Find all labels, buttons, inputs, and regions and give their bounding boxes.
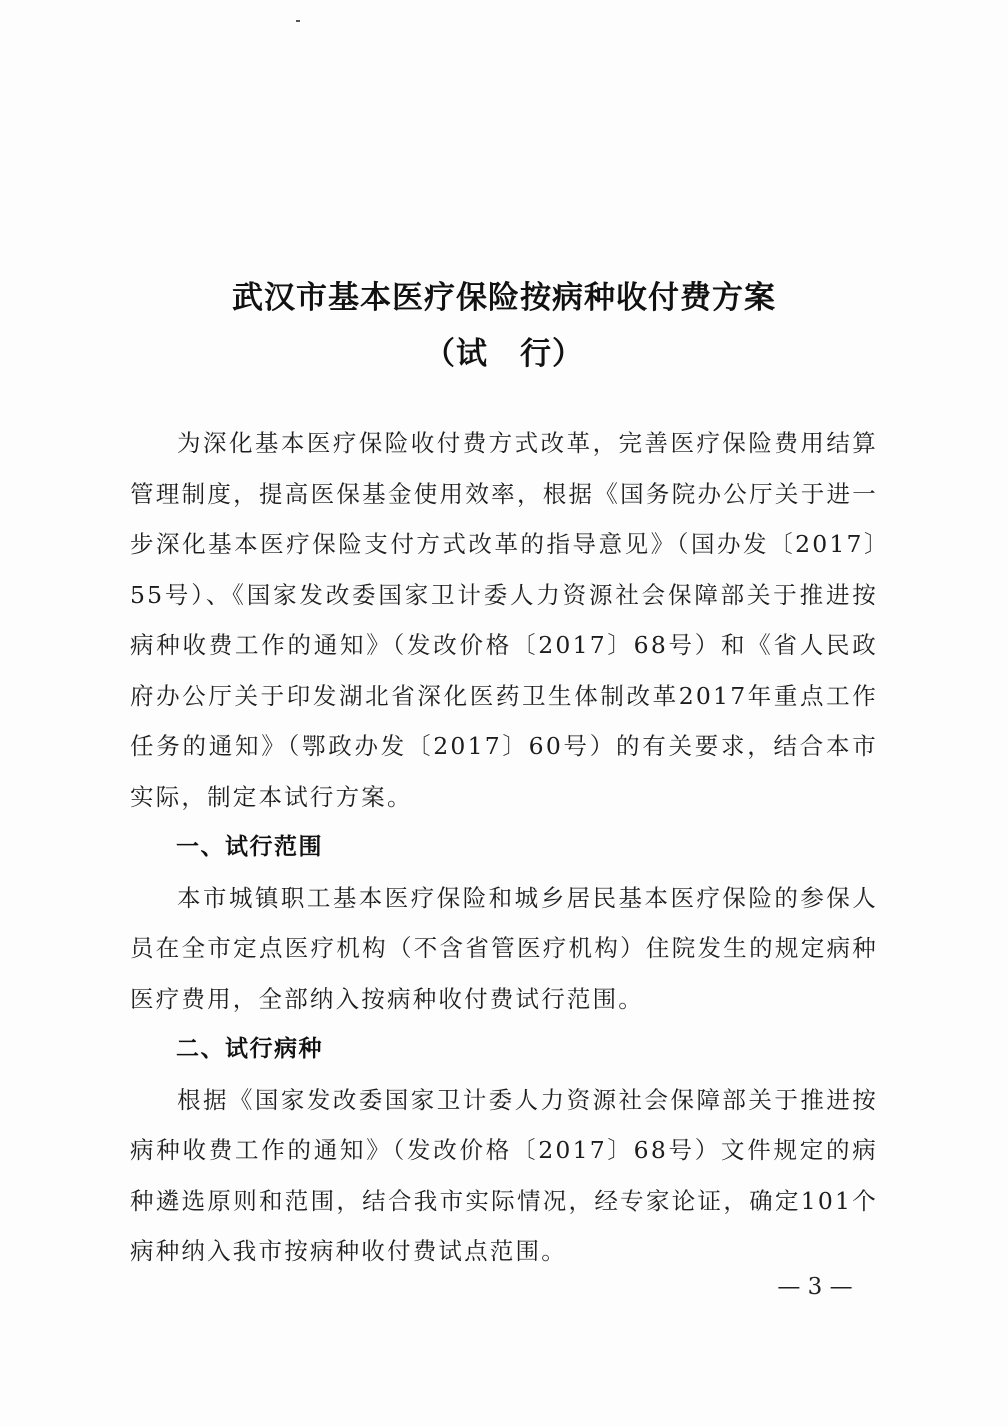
scan-artifact — [296, 20, 300, 22]
section-body-scope: 本市城镇职工基本医疗保险和城乡居民基本医疗保险的参保人员在全市定点医疗机构（不含省管医疗机构）住院发生的规定病种医疗费用，全部纳入按病种收付费试行范围。 — [130, 883, 878, 1013]
document-title: 武汉市基本医疗保险按病种收付费方案 — [232, 280, 776, 316]
section-heading-diseases: 二、试行病种 — [176, 1036, 323, 1062]
page-number: — 3 — — [777, 1274, 853, 1300]
document-body — [130, 418, 878, 1277]
section-heading-scope: 一、试行范围 — [176, 834, 323, 860]
document-subtitle: （试 行） — [424, 336, 584, 372]
intro-paragraph: 为深化基本医疗保险收付费方式改革，完善医疗保险费用结算管理制度，提高医保基金使用效率，根据《国务院办公厅关于进一步深化基本医疗保险支付方式改革的指导意见》（国办发〔2017〕55号）、《国家发改委国家卫计委人力资源社会保障部关于推进按病种收费工作的通知》（发改价格〔2017〕68号）和《省人民政府办公厅关于印发湖北省深化医药卫生体制改革2017年重点工作任务的通知》（鄂政办发〔2017〕60号）的有关要求，结合本市实际，制定本试行方案。 — [130, 429, 878, 811]
section-body-diseases: 根据《国家发改委国家卫计委人力资源社会保障部关于推进按病种收费工作的通知》（发改价格〔2017〕68号）文件规定的病种遴选原则和范围，结合我市实际情况，经专家论证，确定101个病种纳入我市按病种收付费试点范围。 — [130, 1085, 878, 1265]
